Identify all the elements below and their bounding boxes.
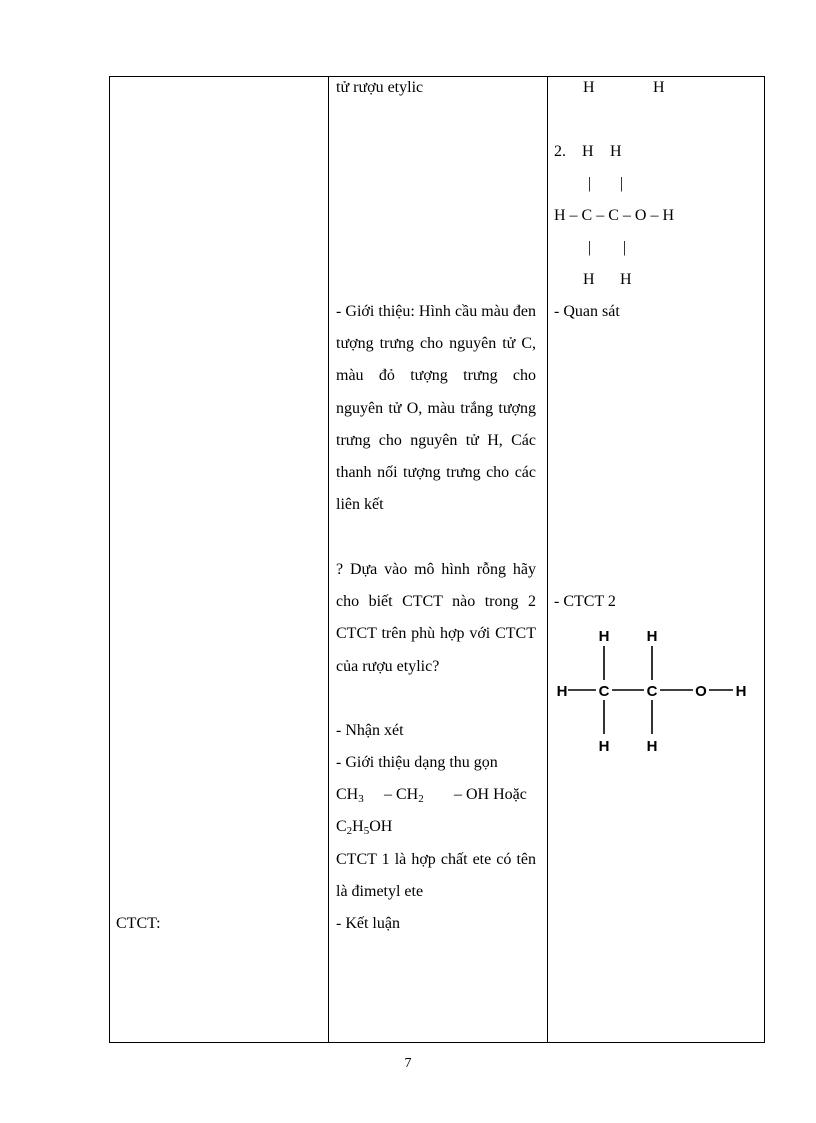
column-divider-1 bbox=[328, 77, 329, 1042]
formula-h: H bbox=[352, 818, 364, 835]
formula2-h4: H bbox=[620, 271, 632, 288]
formula2-label: 2. bbox=[554, 143, 566, 160]
atom-h-top-1: H bbox=[598, 628, 610, 645]
formula2-h2: H bbox=[610, 143, 622, 160]
ethanol-structure-diagram bbox=[550, 620, 760, 760]
answer-text: - CTCT 2 bbox=[554, 593, 616, 610]
formula-ch3-sub: 3 bbox=[358, 793, 364, 805]
question-paragraph: ? Dựa vào mô hình rỗng hãy cho biết CTCT nào trong 2 CTCT trên phù hợp với CTCT của rượu etylic? bbox=[336, 561, 536, 675]
formula-c: C bbox=[336, 818, 347, 835]
formula2-h3: H bbox=[583, 271, 595, 288]
intro-paragraph: - Giới thiệu: Hình cầu màu đen tượng trưng cho nguyên tử C, màu đỏ tượng trưng cho nguyên tử O, màu trắng tượng trưng cho nguyên tử H, Các thanh nối tượng trưng cho các liên kết bbox=[336, 303, 536, 514]
formula-c-sub: 2 bbox=[346, 825, 353, 837]
molecular-formula bbox=[336, 811, 392, 843]
formula2-bond-down-2: | bbox=[623, 239, 627, 256]
ether-note: CTCT 1 là hợp chất ete có tên là đimetyl ete bbox=[336, 851, 536, 901]
formula-oh: OH bbox=[369, 818, 393, 835]
formula-ch2-sub: 2 bbox=[418, 793, 424, 805]
middle-top-text: tử rượu etylic bbox=[336, 79, 424, 96]
atom-c1: C bbox=[598, 683, 610, 700]
conclusion-text: - Kết luận bbox=[336, 915, 400, 932]
formula2-bond-up-1: | bbox=[588, 175, 592, 192]
column-divider-2 bbox=[547, 77, 548, 1042]
formula-h-sub: 5 bbox=[363, 825, 370, 837]
formula-ch3: CH bbox=[336, 786, 359, 803]
atom-h-top-2: H bbox=[646, 628, 658, 645]
formula2-bond-down-1: | bbox=[588, 239, 592, 256]
top-h-right: H bbox=[653, 79, 665, 96]
atom-h-right: H bbox=[735, 683, 747, 700]
condensed-formula-line bbox=[336, 779, 538, 811]
atom-c2: C bbox=[646, 683, 658, 700]
formula2-bond-up-2: | bbox=[620, 175, 624, 192]
formula2-chain: H – C – C – O – H bbox=[554, 207, 675, 224]
atom-h-bottom-1: H bbox=[598, 738, 610, 755]
formula-oh-or: – OH Hoặc bbox=[454, 786, 527, 803]
ctct-label: CTCT: bbox=[116, 915, 161, 932]
page-number: 7 bbox=[404, 1056, 412, 1071]
atom-h-left: H bbox=[556, 683, 568, 700]
observe-text: - Quan sát bbox=[554, 303, 620, 320]
atom-h-bottom-2: H bbox=[646, 738, 658, 755]
formula2-h1: H bbox=[582, 143, 594, 160]
remark-text: - Nhận xét bbox=[336, 722, 404, 739]
formula-ch2 bbox=[384, 779, 424, 811]
formula-ch2-text: – CH bbox=[384, 786, 419, 803]
condensed-intro-text: - Giới thiệu dạng thu gọn bbox=[336, 754, 498, 771]
atom-o: O bbox=[695, 683, 707, 700]
top-h-left: H bbox=[583, 79, 595, 96]
